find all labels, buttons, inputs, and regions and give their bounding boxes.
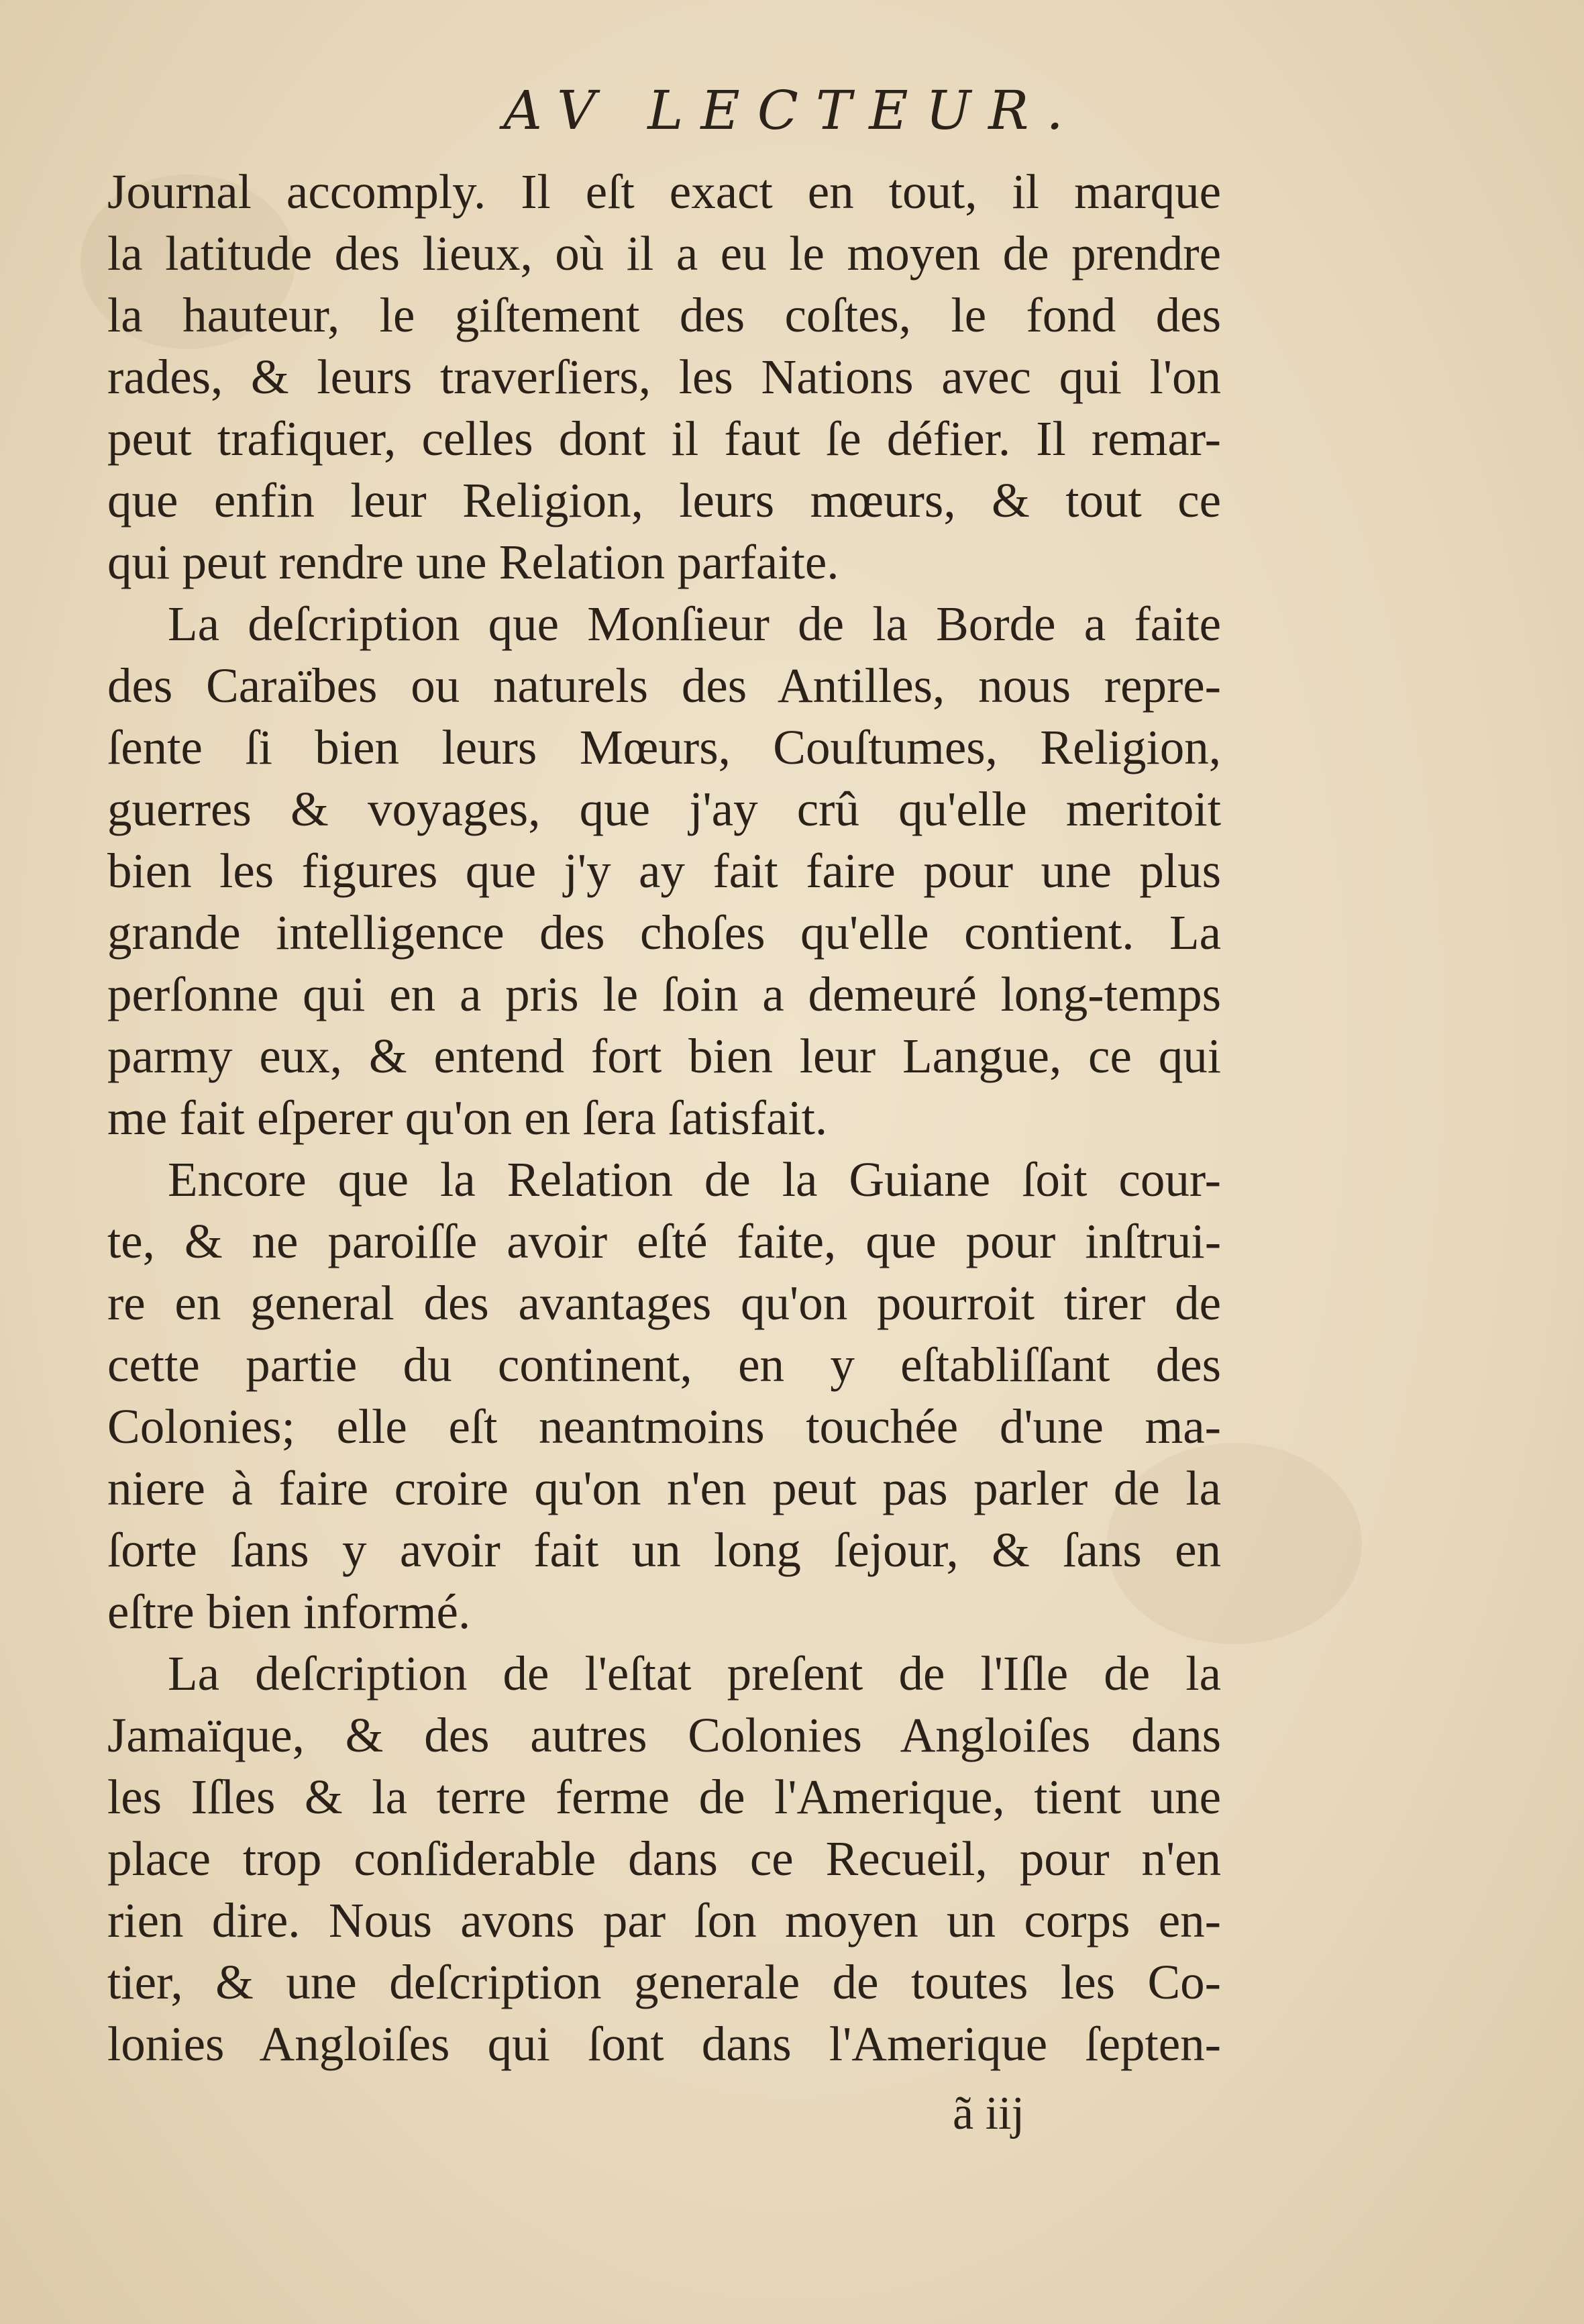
- text-line: qui peut rendre une Relation parfaite.: [107, 535, 839, 589]
- text-line: te, & ne paroiſſe avoir eſté faite, que pour inſtrui-: [107, 1214, 1221, 1268]
- text-line: place trop conſiderable dans ce Recueil, pour n'en: [107, 1831, 1221, 1886]
- text-line: re en general des avantages qu'on pourroit tirer de: [107, 1276, 1221, 1330]
- text-line: tier, & une deſcription generale de toutes les Co-: [107, 1955, 1221, 2009]
- text-line: Journal accomply. Il eſt exact en tout, il marque: [107, 164, 1221, 219]
- text-line: des Caraïbes ou naturels des Antilles, nous repre-: [107, 658, 1221, 713]
- text-line: perſonne qui en a pris le ſoin a demeuré long-temps: [107, 967, 1221, 1021]
- text-line: Colonies; elle eſt neantmoins touchée d'une ma-: [107, 1399, 1221, 1454]
- body-text: [107, 161, 1221, 2075]
- text-line: la hauteur, le giſtement des coſtes, le fond des: [107, 288, 1221, 342]
- text-line: que enfin leur Religion, leurs mœurs, & tout ce: [107, 473, 1221, 527]
- text-line: grande intelligence des choſes qu'elle contient. La: [107, 905, 1221, 960]
- text-line: La deſcription que Monſieur de la Borde a faite: [168, 597, 1221, 651]
- text-line: bien les figures que j'y ay fait faire pour une plus: [107, 844, 1221, 898]
- text-line: me fait eſperer qu'on en ſera ſatisfait.: [107, 1091, 828, 1145]
- text-line: Encore que la Relation de la Guiane ſoit cour-: [168, 1152, 1221, 1207]
- text-line: parmy eux, & entend fort bien leur Langue, ce qui: [107, 1029, 1221, 1083]
- text-line: lonies Angloiſes qui ſont dans l'Amerique ſepten-: [107, 2017, 1221, 2071]
- text-line: eſtre bien informé.: [107, 1584, 471, 1639]
- text-line: les Iſles & la terre ferme de l'Amerique, tient une: [107, 1770, 1221, 1824]
- text-line: rien dire. Nous avons par ſon moyen un corps en-: [107, 1893, 1221, 1948]
- text-line: cette partie du continent, en y eſtabliſſant des: [107, 1337, 1221, 1392]
- text-line: rades, & leurs traverſiers, les Nations avec qui l'on: [107, 350, 1221, 404]
- text-line: peut trafiquer, celles dont il faut ſe défier. Il remar-: [107, 411, 1221, 466]
- text-line: niere à faire croire qu'on n'en peut pas parler de la: [107, 1461, 1221, 1515]
- text-line: La deſcription de l'eſtat preſent de l'Iſle de la: [168, 1646, 1221, 1701]
- signature-mark: ã iij: [953, 2088, 1024, 2139]
- text-line: Jamaïque, & des autres Colonies Angloiſes dans: [107, 1708, 1221, 1762]
- page-header: AV LECTEUR.: [503, 79, 1081, 142]
- text-line: ſente ſi bien leurs Mœurs, Couſtumes, Religion,: [107, 720, 1221, 774]
- text-line: ſorte ſans y avoir fait un long ſejour, & ſans en: [107, 1523, 1221, 1577]
- text-line: guerres & voyages, que j'ay crû qu'elle meritoit: [107, 782, 1221, 836]
- text-line: la latitude des lieux, où il a eu le moyen de prendre: [107, 226, 1221, 281]
